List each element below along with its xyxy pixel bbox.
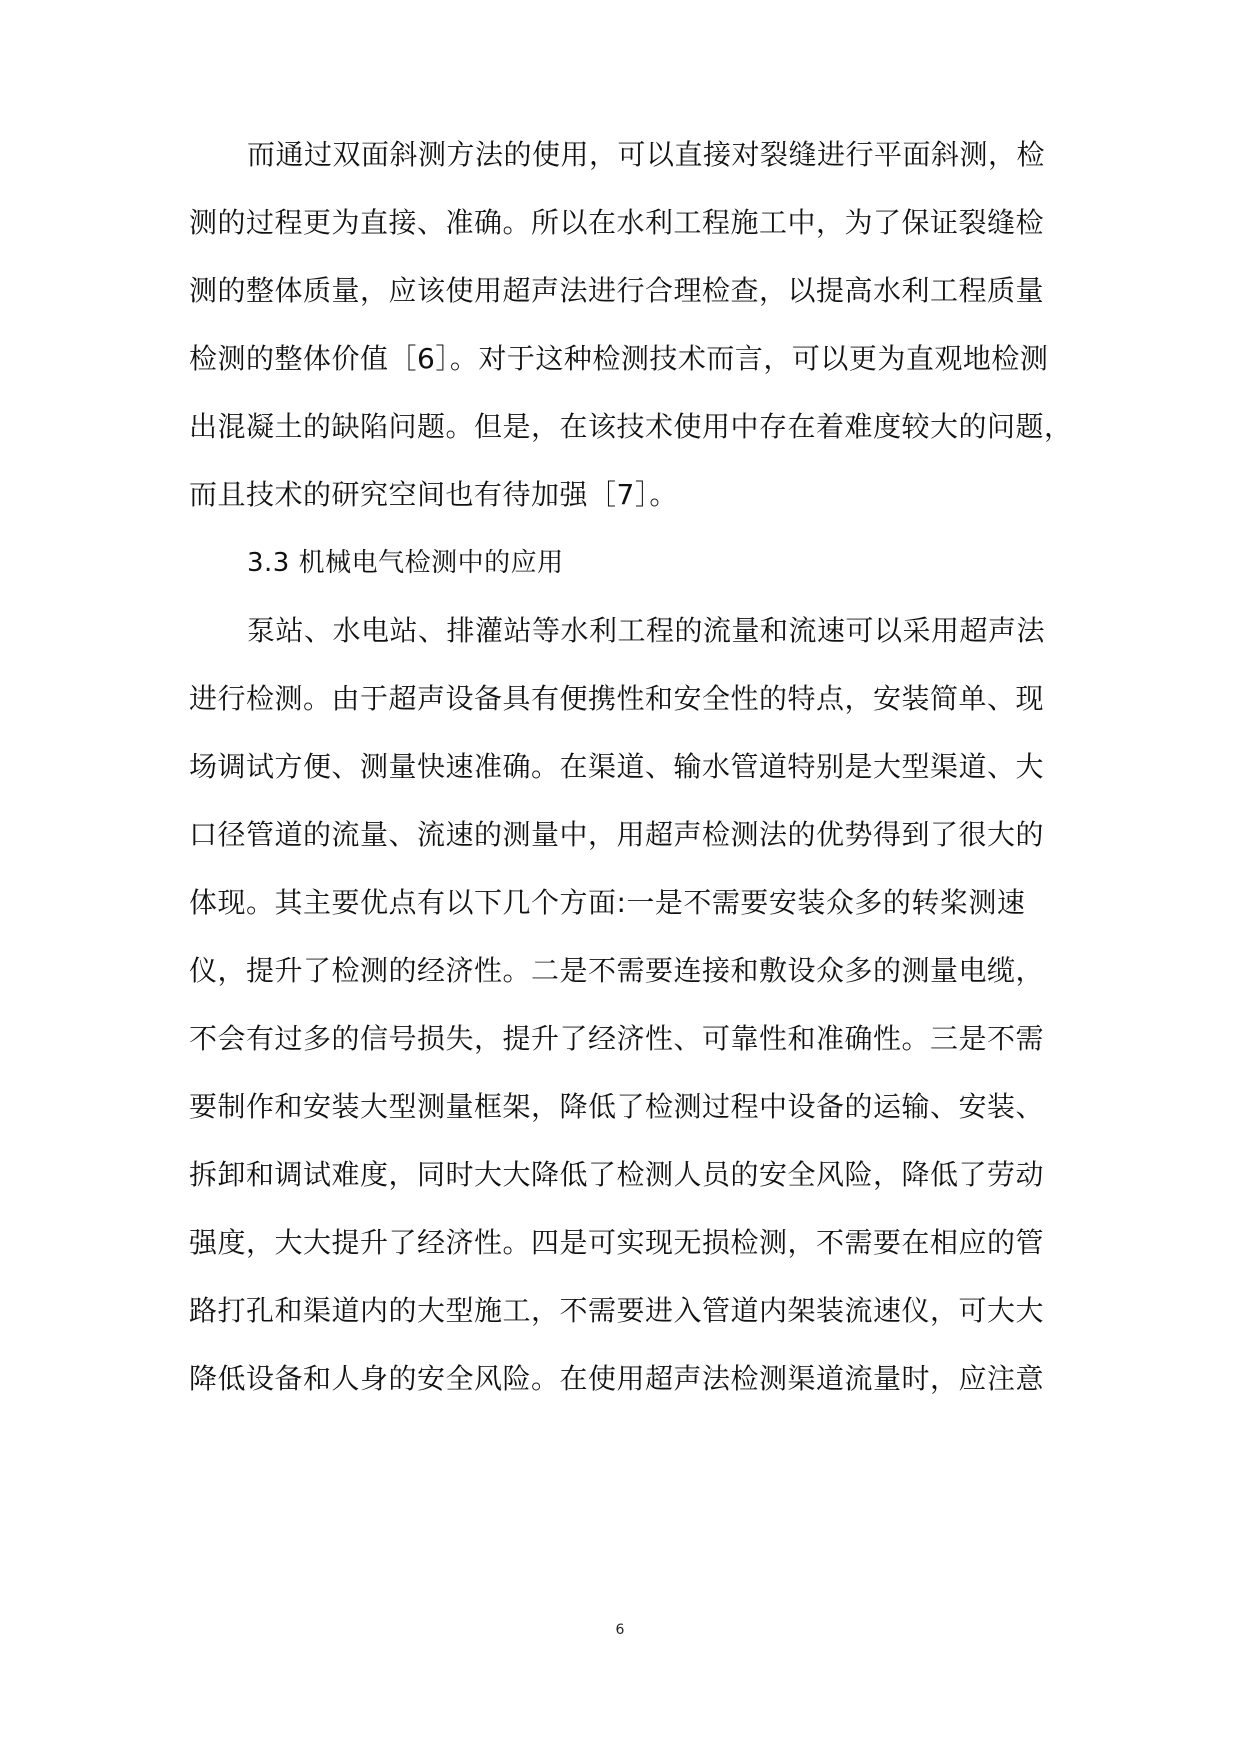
paragraph-line: 路打孔和渠道内的大型施工，不需要进入管道内架装流速仪，可大大 [189,1294,1045,1327]
paragraph-line: 口径管道的流量、流速的测量中，用超声检测法的优势得到了很大的 [189,818,1045,851]
paragraph-line: 拆卸和调试难度，同时大大降低了检测人员的安全风险，降低了劳动 [189,1158,1045,1191]
paragraph-line: 进行检测。由于超声设备具有便携性和安全性的特点，安装简单、现 [189,682,1045,715]
paragraph-line: 要制作和安装大型测量框架，降低了检测过程中设备的运输、安装、 [189,1090,1045,1123]
section-heading: 3.3 机械电气检测中的应用 [247,548,564,578]
paragraph-line: 不会有过多的信号损失，提升了经济性、可靠性和准确性。三是不需 [189,1022,1045,1055]
paragraph-line: 降低设备和人身的安全风险。在使用超声法检测渠道流量时，应注意 [189,1362,1045,1395]
paragraph-line: 出混凝土的缺陷问题。但是，在该技术使用中存在着难度较大的问题， [189,410,1073,443]
paragraph-line: 泵站、水电站、排灌站等水利工程的流量和流速可以采用超声法 [247,614,1046,647]
paragraph-line: 仪，提升了检测的经济性。二是不需要连接和敷设众多的测量电缆， [189,954,1045,987]
paragraph-line: 测的过程更为直接、准确。所以在水利工程施工中，为了保证裂缝检 [189,206,1045,239]
paragraph-line: 而且技术的研究空间也有待加强［7］。 [189,478,678,511]
page-number: 6 [615,1622,625,1638]
paragraph-line: 而通过双面斜测方法的使用，可以直接对裂缝进行平面斜测，检 [247,138,1046,171]
paragraph-line: 测的整体质量，应该使用超声法进行合理检查，以提高水利工程质量 [189,274,1045,307]
paragraph-line: 体现。其主要优点有以下几个方面:一是不需要安装众多的转桨测速 [189,886,1026,919]
paragraph-line: 场调试方便、测量快速准确。在渠道、输水管道特别是大型渠道、大 [189,750,1045,783]
paragraph-line: 强度，大大提升了经济性。四是可实现无损检测，不需要在相应的管 [189,1226,1045,1259]
paragraph-line: 检测的整体价值［6］。对于这种检测技术而言，可以更为直观地检测 [189,342,1049,375]
